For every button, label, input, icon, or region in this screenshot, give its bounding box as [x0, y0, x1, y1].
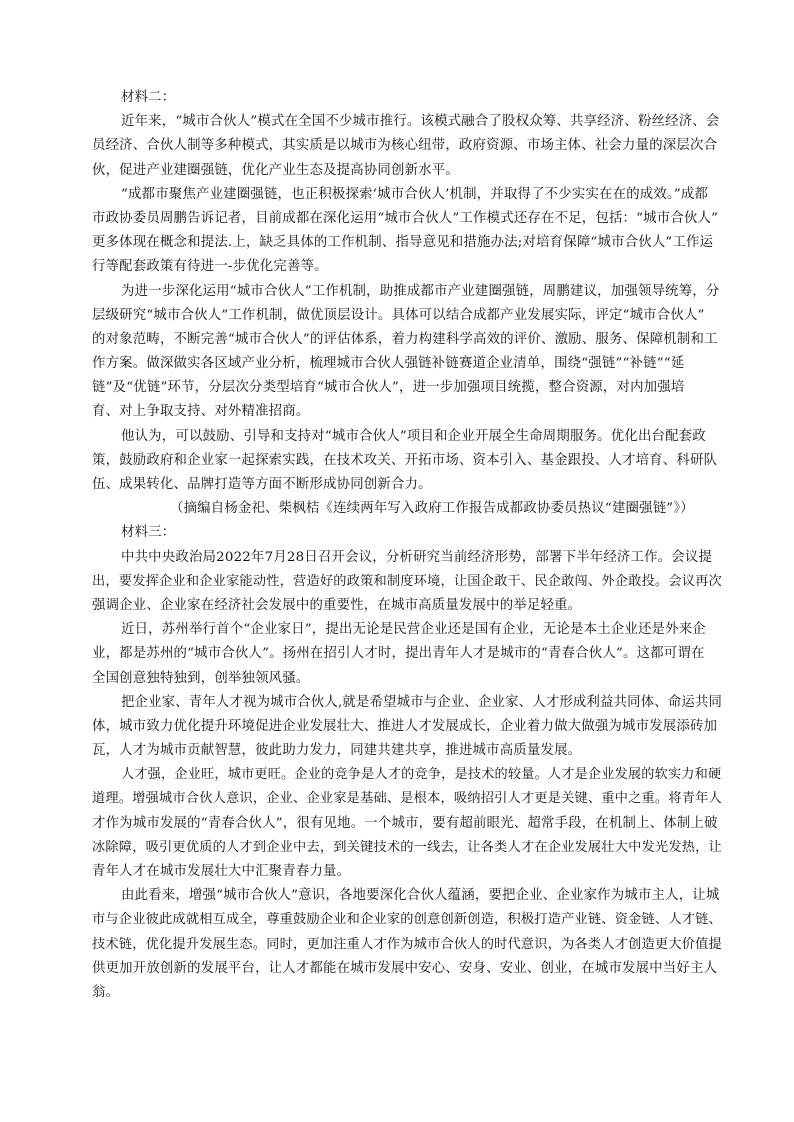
- text-line: 把企业家、青年人才视为城市合伙人,就是希望城市与企业、企业家、人才形成利益共同体、命运共同: [121, 694, 723, 710]
- text-line: 为进一步深化运用“城市合伙人”工作机制，助推成都市产业建圈强链，周鹏建议，加强领导统筹，分: [121, 283, 720, 299]
- text-line: 人才强，企业旺，城市更旺。企业的竞争是人才的竞争，是技术的较量。人才是企业发展的软实力和硬: [121, 767, 722, 783]
- text-line: 才作为城市发展的“青春合伙人”，很有见地。一个城市，要有超前眼光、超常手段，在机制上、体制上破: [92, 815, 718, 831]
- text-line: 技术链，优化提升发展生态。同时，更加注重人才作为城市合伙人的时代意识，为各类人才创造更大价值提: [92, 936, 722, 952]
- text-line: 翁。: [92, 984, 120, 1000]
- text-line: 的对象范畴，不断完善“城市合伙人”的评估体系，着力构建科学高效的评价、激励、服务、保障机制和工: [92, 331, 718, 347]
- text-line: 近日，苏州举行首个“企业家日”，提出无论是民营企业还是国有企业，无论是本土企业还是外来企: [121, 622, 706, 638]
- text-line: 链”及“优链”环节，分层次分类型培育“城市合伙人”，进一步加强项目统揽，整合资源，对内加强培: [92, 380, 685, 396]
- citation-line: （摘编自杨金祀、柴枫桔《连续两年写入政府工作报告成都政协委员热议“建圈强链”》）: [170, 501, 694, 517]
- text-line: 策，鼓励政府和企业家一起探索实践，在技术攻关、开拓市场、资本引入、基金跟投、人才培育、科研队: [92, 452, 718, 468]
- text-line: 近年来，“城市合伙人”模式在全国不少城市推行。该模式融合了股权众筹、共享经济、粉丝经济、会: [121, 114, 720, 130]
- text-line: 层级研究“城市合伙人”工作机制，做优顶层设计。具体可以结合成都产业发展实际，评定“城市合伙人”: [92, 307, 705, 323]
- text-line: 供更加开放创新的发展平台，让人才都能在城市发展中安心、安身、安业、创业，在城市发展中当好主人: [92, 960, 718, 976]
- text-line: 体，城市致力优化提升环境促进企业发展壮大、推进人才发展成长，企业着力做大做强为城市发展添砖加: [92, 718, 718, 734]
- text-line: 由此看来，增强“城市合伙人”意识，各地要深化合伙人蕴涵，要把企业、企业家作为城市主人，让城: [121, 888, 720, 904]
- section-label: 材料二：: [121, 90, 176, 105]
- text-line: 伙，促进产业建圈强链，优化产业生态及提高协同创新水平。: [92, 162, 459, 178]
- text-line: 员经济、合伙人制等多种模式，其实质是以城市为核心纽带，政府资源、市场主体、社会力量的深层次合: [92, 138, 718, 154]
- text-line: 市与企业彼此成就相互成全，尊重鼓励企业和企业家的创意创新创造，积极打造产业链、资金链、人才链、: [92, 912, 722, 928]
- text-line: 行等配套政策有待进一-步优化完善等。: [92, 259, 328, 275]
- text-line: 青年人才在城市发展壮大中汇聚青春力量。: [92, 864, 351, 879]
- text-line: 强调企业、企业家在经济社会发展中的重要性，在城市高质量发展中的举足轻重。: [92, 597, 582, 613]
- text-line: 瓦，人才为城市贡献智慧，彼此助力发力，同建共建共享，推进城市高质量发展。: [92, 743, 582, 759]
- text-line: 市政协委员周鹏告诉记者，目前成都在深化运用“城市合伙人”工作模式还存在不足，包括：“城市合伙人”: [92, 210, 719, 226]
- document-body: [92, 86, 722, 1005]
- text-line: 全国创意独特独到，创举独领风骚。: [92, 670, 310, 686]
- text-line: 道理。增强城市合伙人意识，企业、企业家是基础、是根本，吸纳招引人才更是关键、重中之重。将青年人: [92, 791, 722, 807]
- text-line: “成都市聚焦产业建圈强链，也正积极探索‘城市合伙人’机制，并取得了不少实实在在的成效。”成都: [121, 186, 709, 202]
- text-line: 更多体现在概念和提法.上，缺乏具体的工作机制、指导意见和措施办法;对培育保障“城市合伙人”工作运: [92, 235, 714, 251]
- section-label: 材料三：: [121, 525, 176, 541]
- text-line: 出，要发挥企业和企业家能动性，营造好的政策和制度环境，让国企敢干、民企敢闯、外企敢投。会议再次: [92, 573, 722, 589]
- text-line: 作方案。做深做实各区域产业分析，梳理城市合伙人强链补链赛道企业清单，围绕“强链”“补链”“延: [92, 356, 685, 372]
- text-line: 冰除障，吸引更优质的人才到企业中去，到关键技术的一线去，让各类人才在企业发展壮大中发光发热，让: [92, 839, 722, 855]
- text-line: 育、对上争取支持、对外精准招商。: [92, 404, 310, 420]
- text-line: 中共中央政治局2022年7月28日召开会议，分析研究当前经济形势，部署下半年经济工作。会议提: [121, 549, 713, 565]
- text-line: 他认为，可以鼓励、引导和支持对“城市合伙人”项目和企业开展全生命周期服务。优化出台配套政: [121, 428, 706, 444]
- text-line: 业，都是苏州的“城市合伙人”。扬州在招引人才时，提出青年人才是城市的“青春合伙人”。这都可谓在: [92, 646, 705, 662]
- text-line: 伍、成果转化、品牌打造等方面不断形成协同创新合力。: [92, 477, 432, 492]
